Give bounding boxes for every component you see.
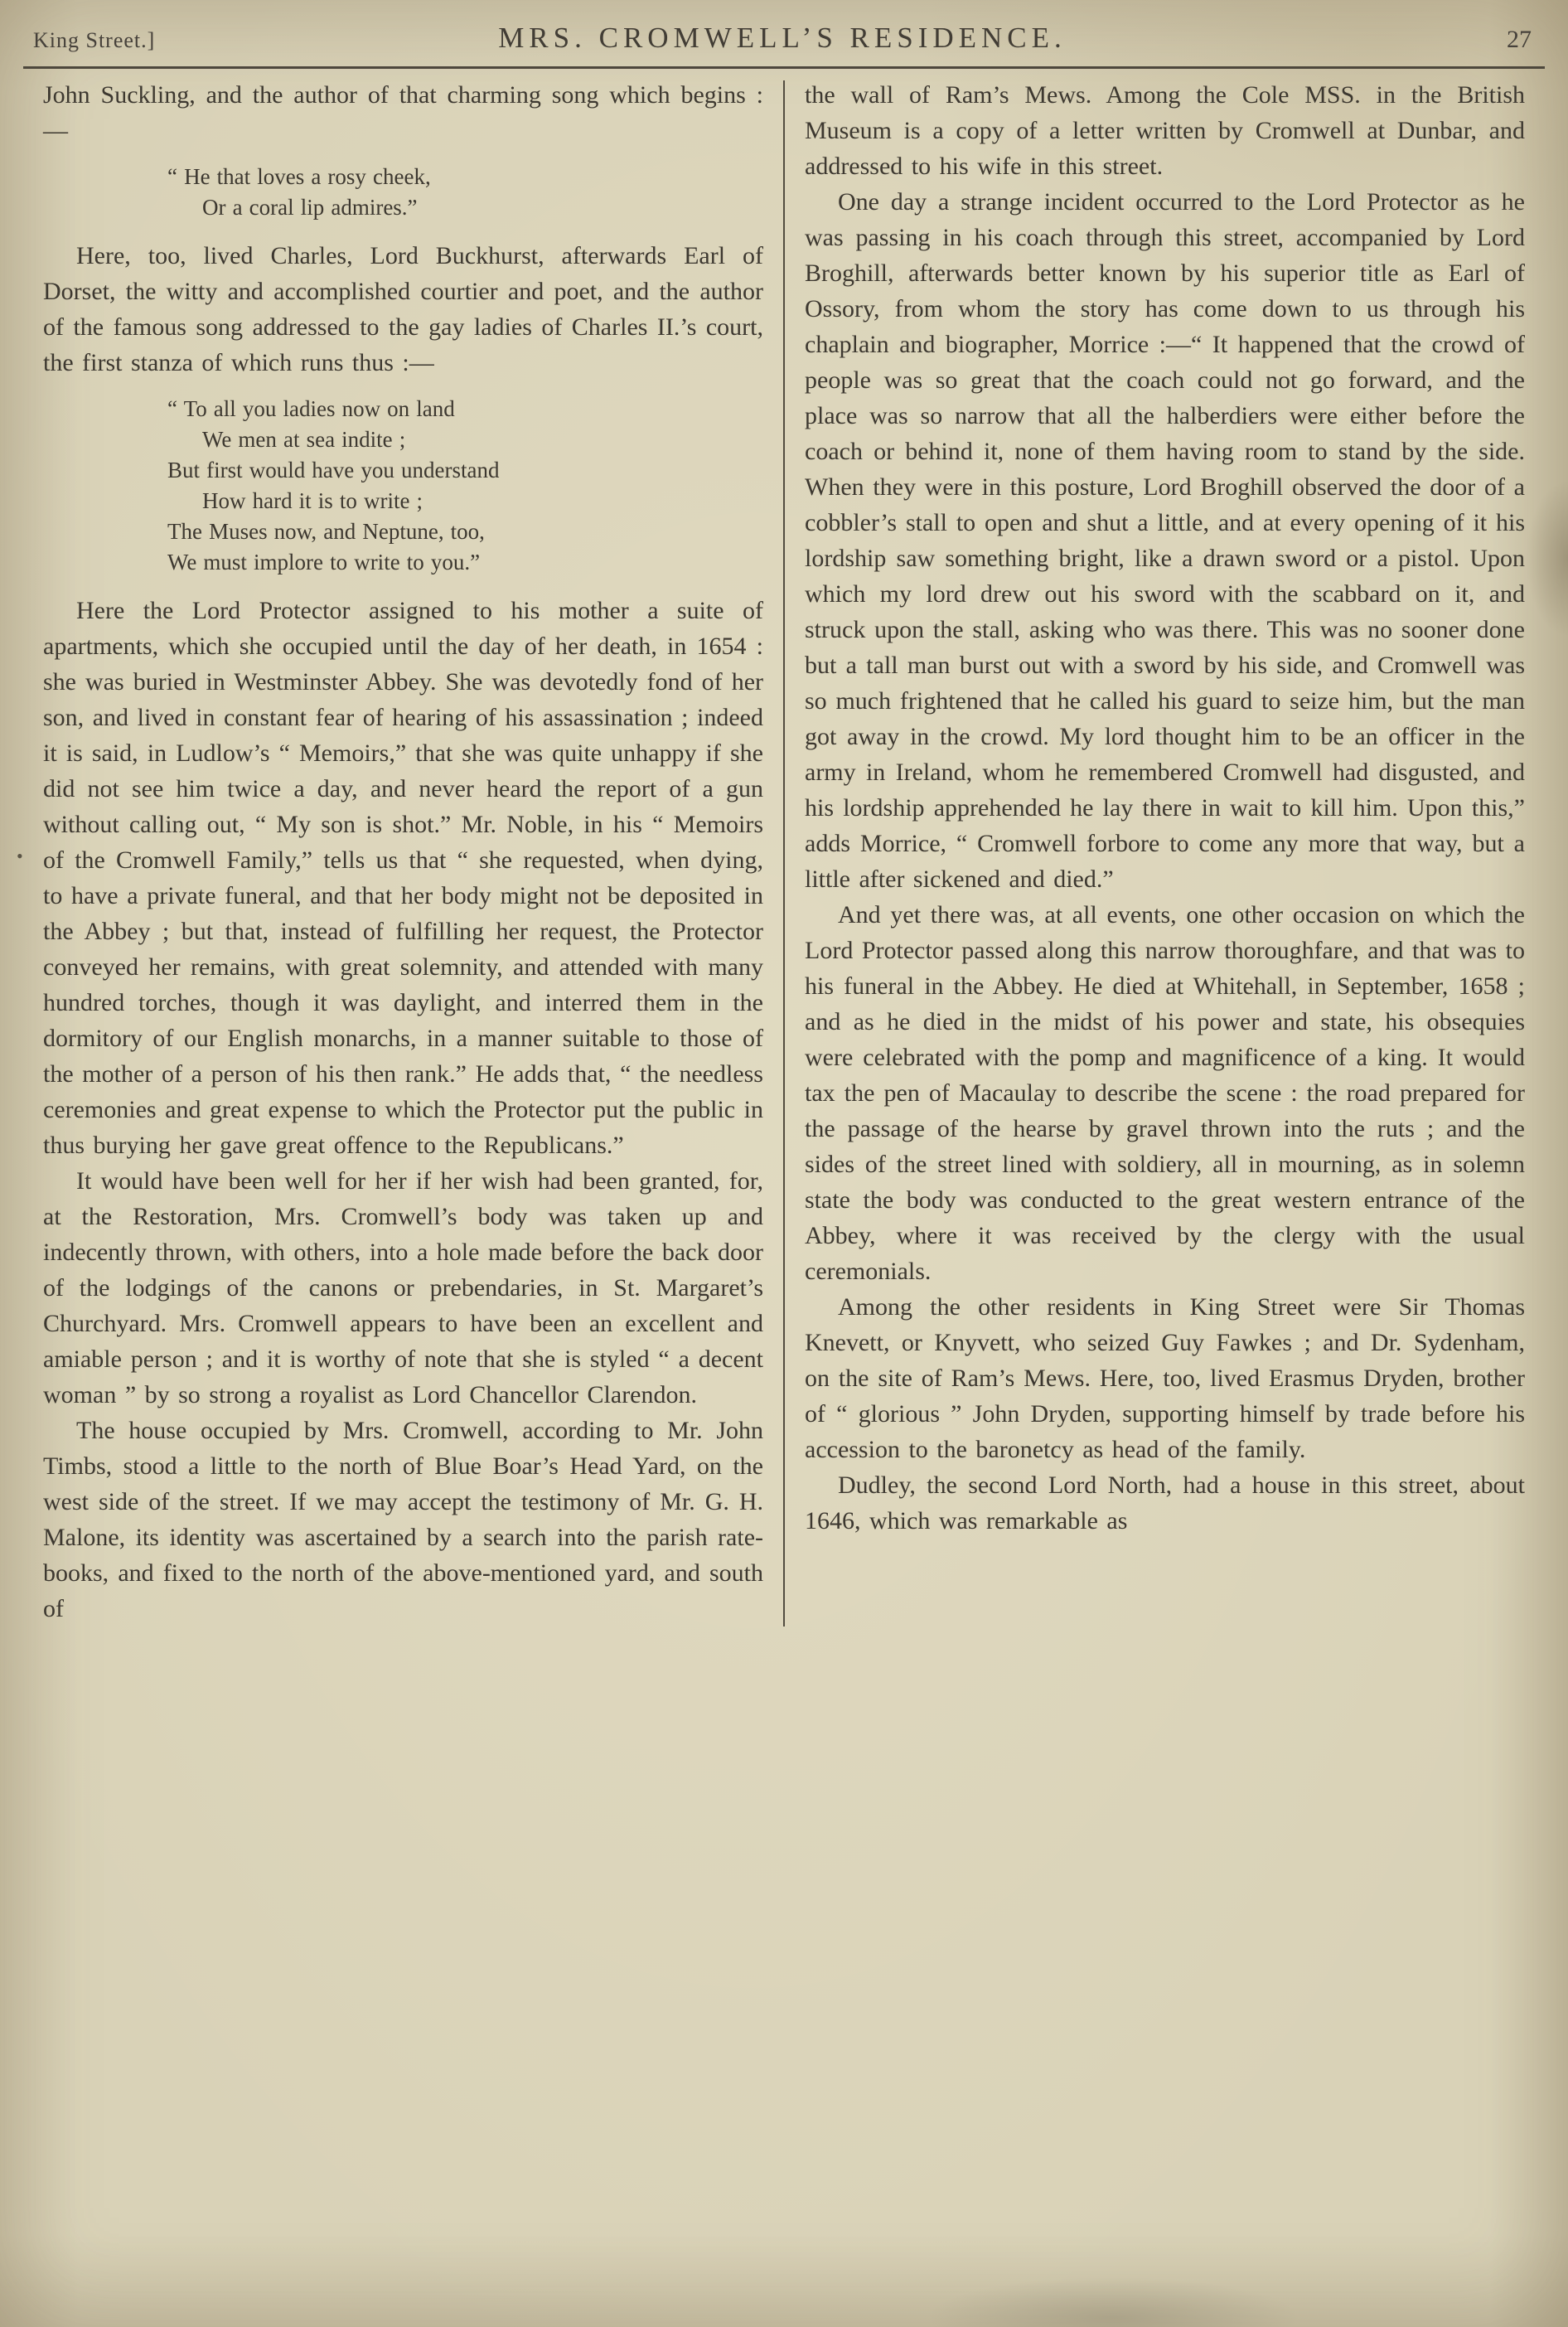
paragraph-dudley: Dudley, the second Lord North, had a house in this street, about 1646, which was remarkable as [805, 1471, 1525, 1534]
verse-line: We must implore to write to you.” [167, 550, 481, 574]
verse-line: “ To all you ladies now on land [167, 396, 455, 421]
verse-line: “ He that loves a rosy cheek, [167, 164, 431, 189]
page-number: 27 [1507, 26, 1532, 53]
paragraph-mother: Here the Lord Protector assigned to his mother a suite of apartments, which she occupied until the day of her death, in 1654 : she was buried in Westminster Abbey. She was devotedly fond of her son, and lived in constant fear of hearing of his assassination ; indeed it is said, in Ludlow’s “ Memoirs,” that she was quite unhappy if she did not see him twice a day, and never heard the report of a gun without calling out, “ My son is shot.” Mr. Noble, in his “ Memoirs of the Cromwell Family,” tells us that “ she requested, when dying, to have a private funeral, and that her body might not be deposited in the Abbey ; but that, instead of fulfilling her request, the Protector conveyed her remains, with great solemnity, and attended with many hundred torches, though it was daylight, and interred them in the dormitory of our English monarchs, in a manner suitable to those of the mother of a person of his then rank.” He adds that, “ the needless ceremonies and great expense to which the Protector put the public in thus burying her gave great offence to the Republicans.” [43, 597, 763, 1159]
verse-line: But first would have you understand [167, 458, 500, 482]
verse-line: The Muses now, and Neptune, too, [167, 519, 485, 544]
paragraph-house: The house occupied by Mrs. Cromwell, according to Mr. John Timbs, stood a little to the north of Blue Boar’s Head Yard, on the west side of the street. If we may accept the testimony of Mr. G. H. Malone, its identity was ascertained by a search into the parish rate-books, and fixed to the north of the above-mentioned yard, and south of [43, 1417, 763, 1622]
text-columns [0, 69, 1568, 1626]
paragraph-buckhurst: Here, too, lived Charles, Lord Buckhurst, afterwards Earl of Dorset, the witty and accomplished courtier and poet, and the author of the famous song addressed to the gay ladies of Charles II.’s court, the first stanza of which runs thus :— [43, 242, 763, 376]
paragraph-funeral: And yet there was, at all events, one other occasion on which the Lord Protector passed along this narrow thoroughfare, and that was to his funeral in the Abbey. He died at Whitehall, in September, 1658 ; and as he died in the midst of his power and state, his obsequies were celebrated with the pomp and magnificence of a king. It would tax the pen of Macaulay to describe the scene : the road prepared for the passage of the hearse by gravel thrown into the ruts ; and the sides of the street lined with soldiery, all in mourning, as in solemn state the body was conducted to the great western entrance of the Abbey, where it was received by the clergy with the usual ceremonials. [805, 901, 1525, 1285]
left-column [43, 77, 763, 1626]
verse-quote-rosy-cheek [167, 162, 763, 223]
verse-line: How hard it is to write ; [202, 488, 423, 513]
paragraph-wall: the wall of Ram’s Mews. Among the Cole MSS. in the British Museum is a copy of a letter written by Cromwell at Dunbar, and addressed to his wife in this street. [805, 81, 1525, 180]
margin-print-fleck: • [17, 846, 23, 866]
right-column [805, 77, 1525, 1626]
column-divider-rule [783, 80, 785, 1626]
verse-quote-ladies [167, 394, 763, 578]
verse-line: We men at sea indite ; [202, 427, 406, 452]
paragraph-residents: Among the other residents in King Street were Sir Thomas Knevett, or Knyvett, who seized Guy Fawkes ; and Dr. Sydenham, on the site of Ram’s Mews. Here, too, lived Erasmus Dryden, brother of “ glorious ” John Dryden, supporting himself by trade before his accession to the baronetcy as head of the family. [805, 1293, 1525, 1463]
running-head-title: MRS. CROMWELL’S RESIDENCE. [498, 22, 1067, 54]
running-head [0, 0, 1568, 66]
paragraph-incident: One day a strange incident occurred to the Lord Protector as he was passing in his coach through this street, accompanied by Lord Broghill, afterwards better known by his superior title as Earl of Ossory, from whom the story has come down to us through his chaplain and biographer, Morrice :—“ It happened that the crowd of people was so great that the coach could not go forward, and the place was so narrow that all the halberdiers were either before the coach or behind it, none of them having room to stand by the side. When they were in this posture, Lord Broghill observed the door of a cobbler’s stall to open and shut a little, and at every opening of it his lordship saw something bright, like a drawn sword or a pistol. Upon which my lord drew out his sword with the scabbard on it, and struck upon the stall, asking who was there. This was no sooner done but a tall man burst out with a sword by his side, and Cromwell was so much frightened that he called his guard to seize him, but the man got away in the crowd. My lord thought him to be an officer in the army in Ireland, whom he remembered Cromwell had disgusted, and his lordship apprehended he lay there in wait to kill him. Upon this,” adds Morrice, “ Cromwell forbore to come any more that way, but a little after sickened and died.” [805, 188, 1525, 893]
running-head-left: King Street.] [33, 28, 156, 52]
verse-line: Or a coral lip admires.” [202, 195, 418, 220]
paragraph-restoration: It would have been well for her if her wish had been granted, for, at the Restoration, Mrs. Cromwell’s body was taken up and indecently thrown, with others, into a hole made before the back door of the lodgings of the canons or prebendaries, in St. Margaret’s Churchyard. Mrs. Cromwell appears to have been an excellent and amiable person ; and it is worthy of note that she is styled “ a decent woman ” by so strong a royalist as Lord Chancellor Clarendon. [43, 1167, 763, 1408]
paragraph-intro: John Suckling, and the author of that charming song which begins :— [43, 81, 763, 144]
